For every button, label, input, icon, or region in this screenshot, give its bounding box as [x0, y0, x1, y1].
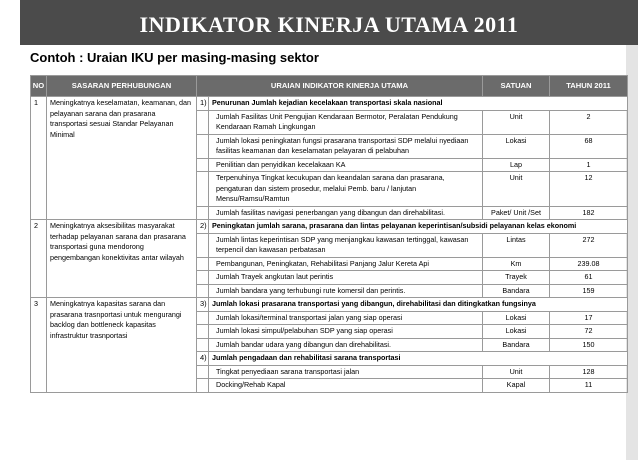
indicator-number: 1)	[197, 97, 209, 111]
item-text: Jumlah lokasi simpul/pelabuhan SDP yang siap operasi	[209, 325, 483, 339]
item-satuan: Lokasi	[483, 325, 550, 339]
item-text: Jumlah fasilitas navigasi penerbangan yang dibangun dan direhabilitasi.	[209, 206, 483, 220]
item-tahun: 11	[550, 379, 628, 393]
indicator-title: Jumlah pengadaan dan rehabilitasi sarana transportasi	[209, 352, 628, 366]
item-tahun: 182	[550, 206, 628, 220]
indicator-number: 2)	[197, 220, 209, 234]
indicator-row-1	[31, 97, 628, 111]
header-sasaran: SASARAN PERHUBUNGAN	[47, 76, 197, 97]
item-satuan: Unit	[483, 110, 550, 134]
header-uraian: URAIAN INDIKATOR KINERJA UTAMA	[197, 76, 483, 97]
item-tahun: 128	[550, 365, 628, 379]
header-tahun: TAHUN 2011	[550, 76, 628, 97]
item-tahun: 72	[550, 325, 628, 339]
indicator-title: Jumlah lokasi prasarana transportasi yang dibangun, direhabilitasi dan ditingkatkan fungsinya	[209, 298, 628, 312]
item-satuan: Lintas	[483, 233, 550, 257]
indicator-number: 4)	[197, 352, 209, 366]
item-text: Jumlah bandar udara yang dibangun dan direhabilitasi.	[209, 338, 483, 352]
item-satuan: Lokasi	[483, 311, 550, 325]
item-tahun: 239.08	[550, 257, 628, 271]
item-tahun: 17	[550, 311, 628, 325]
item-satuan: Kapal	[483, 379, 550, 393]
item-text: Terpenuhinya Tingkat kecukupan dan keandalan sarana dan prasarana, pengaturan dan sistem prosedur, melalui Pemb. baru / lanjutan Mensu/Ramsu/Ramtun	[209, 172, 483, 207]
item-text: Penilitian dan penyidikan kecelakaan KA	[209, 158, 483, 172]
item-satuan: Km	[483, 257, 550, 271]
item-text: Jumlah lokasi/terminal transportasi jalan yang siap operasi	[209, 311, 483, 325]
item-tahun: 2	[550, 110, 628, 134]
item-text: Jumlah Fasilitas Unit Pengujian Kendaraan Bermotor, Peralatan Pendukung Kendaraan Ramah Lingkungan	[209, 110, 483, 134]
item-tahun: 272	[550, 233, 628, 257]
item-satuan: Paket/ Unit /Set	[483, 206, 550, 220]
item-satuan: Unit	[483, 172, 550, 207]
indicator-number: 3)	[197, 298, 209, 312]
item-satuan: Unit	[483, 365, 550, 379]
indicator-row-3	[31, 298, 628, 312]
item-satuan: Lokasi	[483, 134, 550, 158]
item-satuan: Lap	[483, 158, 550, 172]
group-number: 1	[31, 97, 47, 220]
item-text: Docking/Rehab Kapal	[209, 379, 483, 393]
item-tahun: 68	[550, 134, 628, 158]
indicator-title: Peningkatan jumlah sarana, prasarana dan lintas pelayanan keperintisan/subsidi pelayanan kelas ekonomi	[209, 220, 628, 234]
item-tahun: 1	[550, 158, 628, 172]
item-text: Jumlah Trayek angkutan laut perintis	[209, 271, 483, 285]
group-sasaran: Meningkatnya aksesibilitas masyarakat terhadap pelayanan sarana dan prasarana transportasi guna mendorong pengembangan konektivitas antar wilayah	[47, 220, 197, 298]
group-sasaran: Meningkatnya kapasitas sarana dan prasarana trasnportasi untuk mengurangi backlog dan bottleneck kapasitas infrastruktur trasnportasi	[47, 298, 197, 393]
item-tahun: 159	[550, 284, 628, 298]
group-sasaran: Meningkatnya keselamatan, keamanan, dan pelayanan sarana dan prasarana transportasi sesuai Standar Pelayanan Minimal	[47, 97, 197, 220]
item-text: Tingkat penyediaan sarana transportasi jalan	[209, 365, 483, 379]
item-text: Jumlah lokasi peningkatan fungsi prasarana transportasi SDP melalui nyediaan fasilitas keamanan dan keselamatan pelayaran di pelabuhan	[209, 134, 483, 158]
item-text: Jumlah bandara yang terhubungi rute komersil dan perintis.	[209, 284, 483, 298]
table-header-row	[31, 76, 628, 97]
header-satuan: SATUAN	[483, 76, 550, 97]
indicator-title: Penurunan Jumlah kejadian kecelakaan transportasi skala nasional	[209, 97, 628, 111]
item-text: Pembangunan, Peningkatan, Rehabilitasi Panjang Jalur Kereta Api	[209, 257, 483, 271]
item-satuan: Trayek	[483, 271, 550, 285]
slide-subtitle: Contoh : Uraian IKU per masing-masing sektor	[30, 50, 319, 65]
group-number: 2	[31, 220, 47, 298]
item-tahun: 150	[550, 338, 628, 352]
indicator-row-2	[31, 220, 628, 234]
group-number: 3	[31, 298, 47, 393]
item-satuan: Bandara	[483, 284, 550, 298]
iku-table	[30, 75, 628, 393]
item-tahun: 12	[550, 172, 628, 207]
slide-title: INDIKATOR KINERJA UTAMA 2011	[20, 0, 638, 45]
item-tahun: 61	[550, 271, 628, 285]
item-satuan: Bandara	[483, 338, 550, 352]
header-no: NO	[31, 76, 47, 97]
item-text: Jumlah lintas keperintisan SDP yang menjangkau kawasan tertinggal, kawasan terpencil dan kawasan perbatasan	[209, 233, 483, 257]
